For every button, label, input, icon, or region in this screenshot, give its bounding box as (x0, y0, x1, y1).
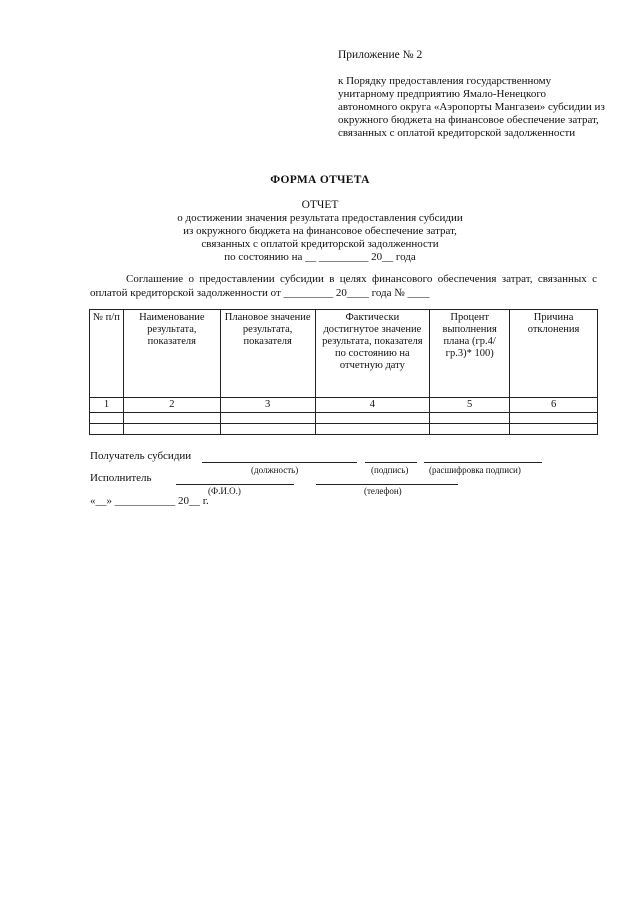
signature-line[interactable] (365, 462, 417, 463)
column-number: 2 (123, 398, 220, 413)
table-cell[interactable] (430, 413, 510, 424)
decoding-line[interactable] (424, 462, 542, 463)
column-number: 6 (510, 398, 598, 413)
table-cell[interactable] (430, 424, 510, 435)
header-planned-value: Плановое значение результата, показателя (220, 310, 315, 398)
table-cell[interactable] (220, 413, 315, 424)
report-line-2: из окружного бюджета на финансовое обеспечение затрат, (183, 225, 457, 237)
header-number: № п/п (90, 310, 124, 398)
table-cell[interactable] (510, 424, 598, 435)
table-header-row (90, 310, 598, 398)
table-row (90, 413, 598, 424)
table-cell[interactable] (315, 424, 430, 435)
appendix-note: к Порядку предоставления государственному унитарному предприятию Ямало-Ненецкого автономного округа «Аэропорты Мангазеи» субсидии из окружного бюджета на финансовое обеспечение затрат, связанных с оплатой кредиторской задолженности (338, 75, 605, 139)
report-line-1: о достижении значения результата предоставления субсидии (177, 212, 463, 224)
header-percent: Процент выполнения плана (гр.4/гр.3)* 100) (430, 310, 510, 398)
header-actual-value: Фактически достигнутое значение результата, показателя по состоянию на отчетную дату (315, 310, 430, 398)
position-line[interactable] (202, 462, 357, 463)
table-cell[interactable] (123, 424, 220, 435)
position-caption: (должность) (251, 465, 299, 475)
table-cell[interactable] (510, 413, 598, 424)
phone-line[interactable] (316, 484, 458, 485)
report-subtitle (0, 212, 640, 264)
table-cell[interactable] (90, 424, 124, 435)
table-number-row (90, 398, 598, 413)
report-line-4: по состоянию на __ _________ 20__ года (224, 251, 416, 263)
form-title: ФОРМА ОТЧЕТА (270, 174, 370, 186)
table-cell[interactable] (123, 413, 220, 424)
header-deviation-reason: Причина отклонения (510, 310, 598, 398)
phone-caption: (телефон) (364, 486, 402, 496)
date-line: «__» ___________ 20__ г. (90, 495, 209, 507)
executor-label: Исполнитель (90, 472, 152, 484)
report-line-3: связанных с оплатой кредиторской задолженности (201, 238, 439, 250)
appendix-title: Приложение № 2 (338, 49, 423, 61)
table-row (90, 424, 598, 435)
header-result-name: Наименование результата, показателя (123, 310, 220, 398)
table-cell[interactable] (315, 413, 430, 424)
column-number: 5 (430, 398, 510, 413)
report-heading: ОТЧЕТ (301, 199, 339, 211)
column-number: 4 (315, 398, 430, 413)
fio-line[interactable] (176, 484, 294, 485)
column-number: 3 (220, 398, 315, 413)
column-number: 1 (90, 398, 124, 413)
fio-caption: (Ф.И.О.) (208, 486, 241, 496)
table-cell[interactable] (220, 424, 315, 435)
recipient-label: Получатель субсидии (90, 450, 192, 462)
decoding-caption: (расшифровка подписи) (429, 465, 521, 475)
report-table (89, 309, 598, 435)
table-cell[interactable] (90, 413, 124, 424)
signature-caption: (подпись) (371, 465, 409, 475)
agreement-text: Соглашение о предоставлении субсидии в целях финансового обеспечения затрат, связанных с оплатой кредиторской задолженности от _________ 20____ года № ____ (90, 273, 597, 299)
